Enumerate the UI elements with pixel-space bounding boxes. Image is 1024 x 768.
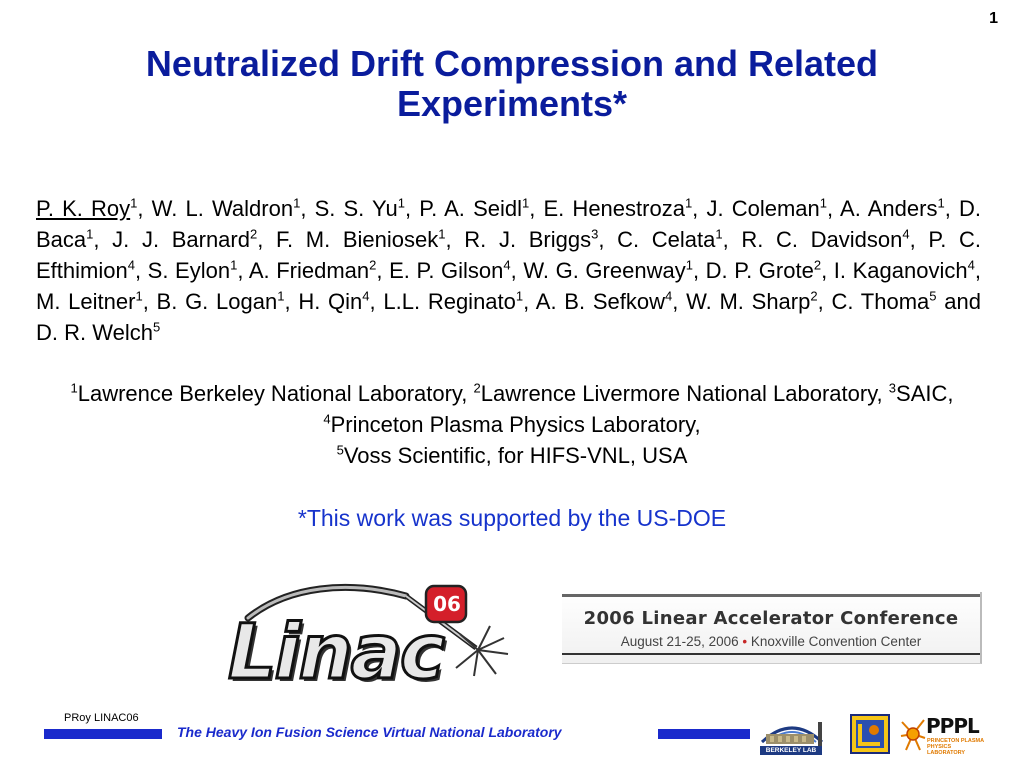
author-name: D. Baca: [36, 196, 981, 252]
author-separator: ,: [93, 227, 113, 252]
author-name: W. L. Waldron: [151, 196, 294, 221]
pppl-subtitle-line-1: PRINCETON PLASMA: [927, 738, 985, 744]
author-affiliation-mark: 5: [152, 319, 161, 335]
author-affiliation-mark: 4: [362, 288, 370, 304]
pppl-subtitle: [927, 738, 986, 756]
author-affiliation-mark: 2: [810, 288, 818, 304]
author-separator: ,: [257, 227, 276, 252]
author-separator: ,: [944, 196, 959, 221]
author-affiliation-mark: 1: [135, 288, 143, 304]
affiliation-mark: 1: [70, 380, 78, 396]
author-separator: ,: [826, 196, 841, 221]
conference-banner: [562, 592, 982, 664]
author-separator: ,: [134, 258, 148, 283]
author-affiliation-mark: 1: [819, 195, 827, 211]
banner-rule-top: [562, 594, 980, 597]
author-name: J. J. Barnard: [112, 227, 250, 252]
conference-venue: Knoxville Convention Center: [750, 634, 922, 649]
bullet-separator: •: [738, 634, 751, 649]
author-separator: ,: [692, 196, 707, 221]
author-affiliation-mark: 1: [230, 257, 238, 273]
author-separator: ,: [974, 258, 981, 283]
conference-title: 2006 Linear Accelerator Conference: [583, 608, 959, 629]
author-affiliation-mark: 1: [438, 226, 446, 242]
affiliation-text: Lawrence Livermore National Laboratory,: [480, 381, 889, 406]
author-separator: and: [936, 289, 981, 314]
author-separator: ,: [404, 196, 420, 221]
author-separator: ,: [284, 289, 299, 314]
author-affiliation-mark: 4: [127, 257, 135, 273]
affiliation-mark: 4: [323, 411, 331, 427]
author-separator: ,: [909, 227, 929, 252]
author-affiliation-mark: 1: [684, 195, 693, 211]
author-separator: ,: [376, 258, 390, 283]
author-name: D. R. Welch: [36, 320, 153, 345]
author-separator: ,: [821, 258, 834, 283]
author-separator: ,: [445, 227, 465, 252]
affiliation-mark: 2: [473, 380, 481, 396]
author-affiliation-mark: 1: [685, 257, 693, 273]
author-name: A. B. Sefkow: [535, 289, 665, 314]
author-name: P. K. Roy: [36, 196, 131, 221]
llnl-icon: [850, 714, 890, 754]
pppl-burst-icon: [900, 714, 926, 754]
banner-rule-bottom: [562, 653, 980, 655]
author-name: C. Thoma: [831, 289, 930, 314]
author-name: W. M. Sharp: [686, 289, 811, 314]
author-affiliation-mark: 1: [130, 195, 138, 211]
linac-year: 06: [433, 592, 461, 616]
llnl-logo: [850, 714, 890, 754]
author-affiliation-mark: 1: [522, 195, 530, 211]
author-name: L.L. Reginato: [383, 289, 516, 314]
author-name: I. Kaganovich: [833, 258, 968, 283]
author-name: R. J. Briggs: [464, 227, 592, 252]
author-separator: ,: [692, 258, 706, 283]
author-separator: ,: [529, 196, 544, 221]
author-name: P. A. Seidl: [419, 196, 522, 221]
footer-text: The Heavy Ion Fusion Science Virtual National Laboratory: [177, 724, 562, 740]
author-affiliation-mark: 3: [591, 226, 599, 242]
author-affiliation-mark: 4: [664, 288, 673, 304]
author-separator: ,: [137, 196, 152, 221]
affiliation-text: Lawrence Berkeley National Laboratory,: [77, 381, 474, 406]
affiliation-text: SAIC,: [896, 381, 954, 406]
author-affiliation-mark: 4: [503, 257, 511, 273]
author-affiliation-mark: 5: [929, 288, 937, 304]
author-name: R. C. Davidson: [741, 227, 903, 252]
author-separator: ,: [598, 227, 618, 252]
author-affiliation-mark: 2: [369, 257, 377, 273]
author-name: D. P. Grote: [705, 258, 814, 283]
pppl-wordmark: PPPL: [926, 714, 979, 738]
author-name: A. Friedman: [248, 258, 370, 283]
author-separator: ,: [300, 196, 315, 221]
author-name: P. C. Efthimion: [36, 227, 982, 283]
conference-dates: August 21-25, 2006: [620, 634, 739, 649]
author-affiliation-mark: 2: [813, 257, 822, 273]
author-affiliation-mark: 4: [902, 226, 910, 242]
affiliation-mark: 5: [336, 442, 344, 458]
author-separator: ,: [237, 258, 249, 283]
pppl-subtitle-line-2: PHYSICS LABORATORY: [927, 744, 966, 756]
author-name: A. Anders: [840, 196, 938, 221]
author-affiliation-mark: 1: [715, 226, 723, 242]
author-name: W. G. Greenway: [523, 258, 686, 283]
berkeley-lab-caption: BERKELEY LAB: [760, 746, 822, 755]
author-separator: ,: [142, 289, 157, 314]
author-affiliation-mark: 4: [967, 257, 975, 273]
footer-bar-left: [44, 729, 162, 739]
author-separator: ,: [672, 289, 687, 314]
author-name: E. P. Gilson: [389, 258, 504, 283]
author-affiliation-mark: 1: [86, 226, 94, 242]
pppl-logo: [900, 712, 986, 758]
author-affiliation-mark: 1: [515, 288, 524, 304]
author-name: E. Henestroza: [543, 196, 685, 221]
author-separator: ,: [369, 289, 384, 314]
affiliation-text: Princeton Plasma Physics Laboratory,: [330, 412, 701, 437]
author-separator: ,: [817, 289, 832, 314]
author-list: [36, 193, 981, 348]
author-name: S. Eylon: [147, 258, 231, 283]
author-separator: ,: [523, 289, 536, 314]
author-name: B. G. Logan: [156, 289, 278, 314]
author-name: M. Leitner: [36, 289, 136, 314]
linac-06-logo: [228, 578, 533, 696]
linac-wordmark: Linac: [228, 607, 443, 696]
author-separator: ,: [510, 258, 524, 283]
author-name: S. S. Yu: [314, 196, 398, 221]
author-affiliation-mark: 2: [249, 226, 258, 242]
conference-subtitle: [562, 634, 980, 649]
author-name: J. Coleman: [706, 196, 820, 221]
support-note: *This work was supported by the US-DOE: [297, 505, 727, 531]
author-separator: ,: [722, 227, 742, 252]
author-affiliation-mark: 1: [397, 195, 405, 211]
author-affiliation-mark: 1: [937, 195, 945, 211]
berkeley-lab-logo: [758, 712, 830, 758]
slide-title: Neutralized Drift Compression and Related Experiments*: [145, 43, 879, 124]
footer-label: PRoy LINAC06: [64, 712, 139, 724]
author-name: H. Qin: [298, 289, 363, 314]
affiliation-text: Voss Scientific, for HIFS-VNL, USA: [343, 443, 688, 468]
page-number: 1: [989, 10, 998, 27]
author-name: C. Celata: [617, 227, 716, 252]
author-affiliation-mark: 1: [293, 195, 301, 211]
affiliation-mark: 3: [888, 380, 897, 396]
affiliation-list: [60, 378, 964, 471]
footer-bar-right: [658, 729, 750, 739]
author-affiliation-mark: 1: [277, 288, 285, 304]
author-name: F. M. Bieniosek: [276, 227, 439, 252]
